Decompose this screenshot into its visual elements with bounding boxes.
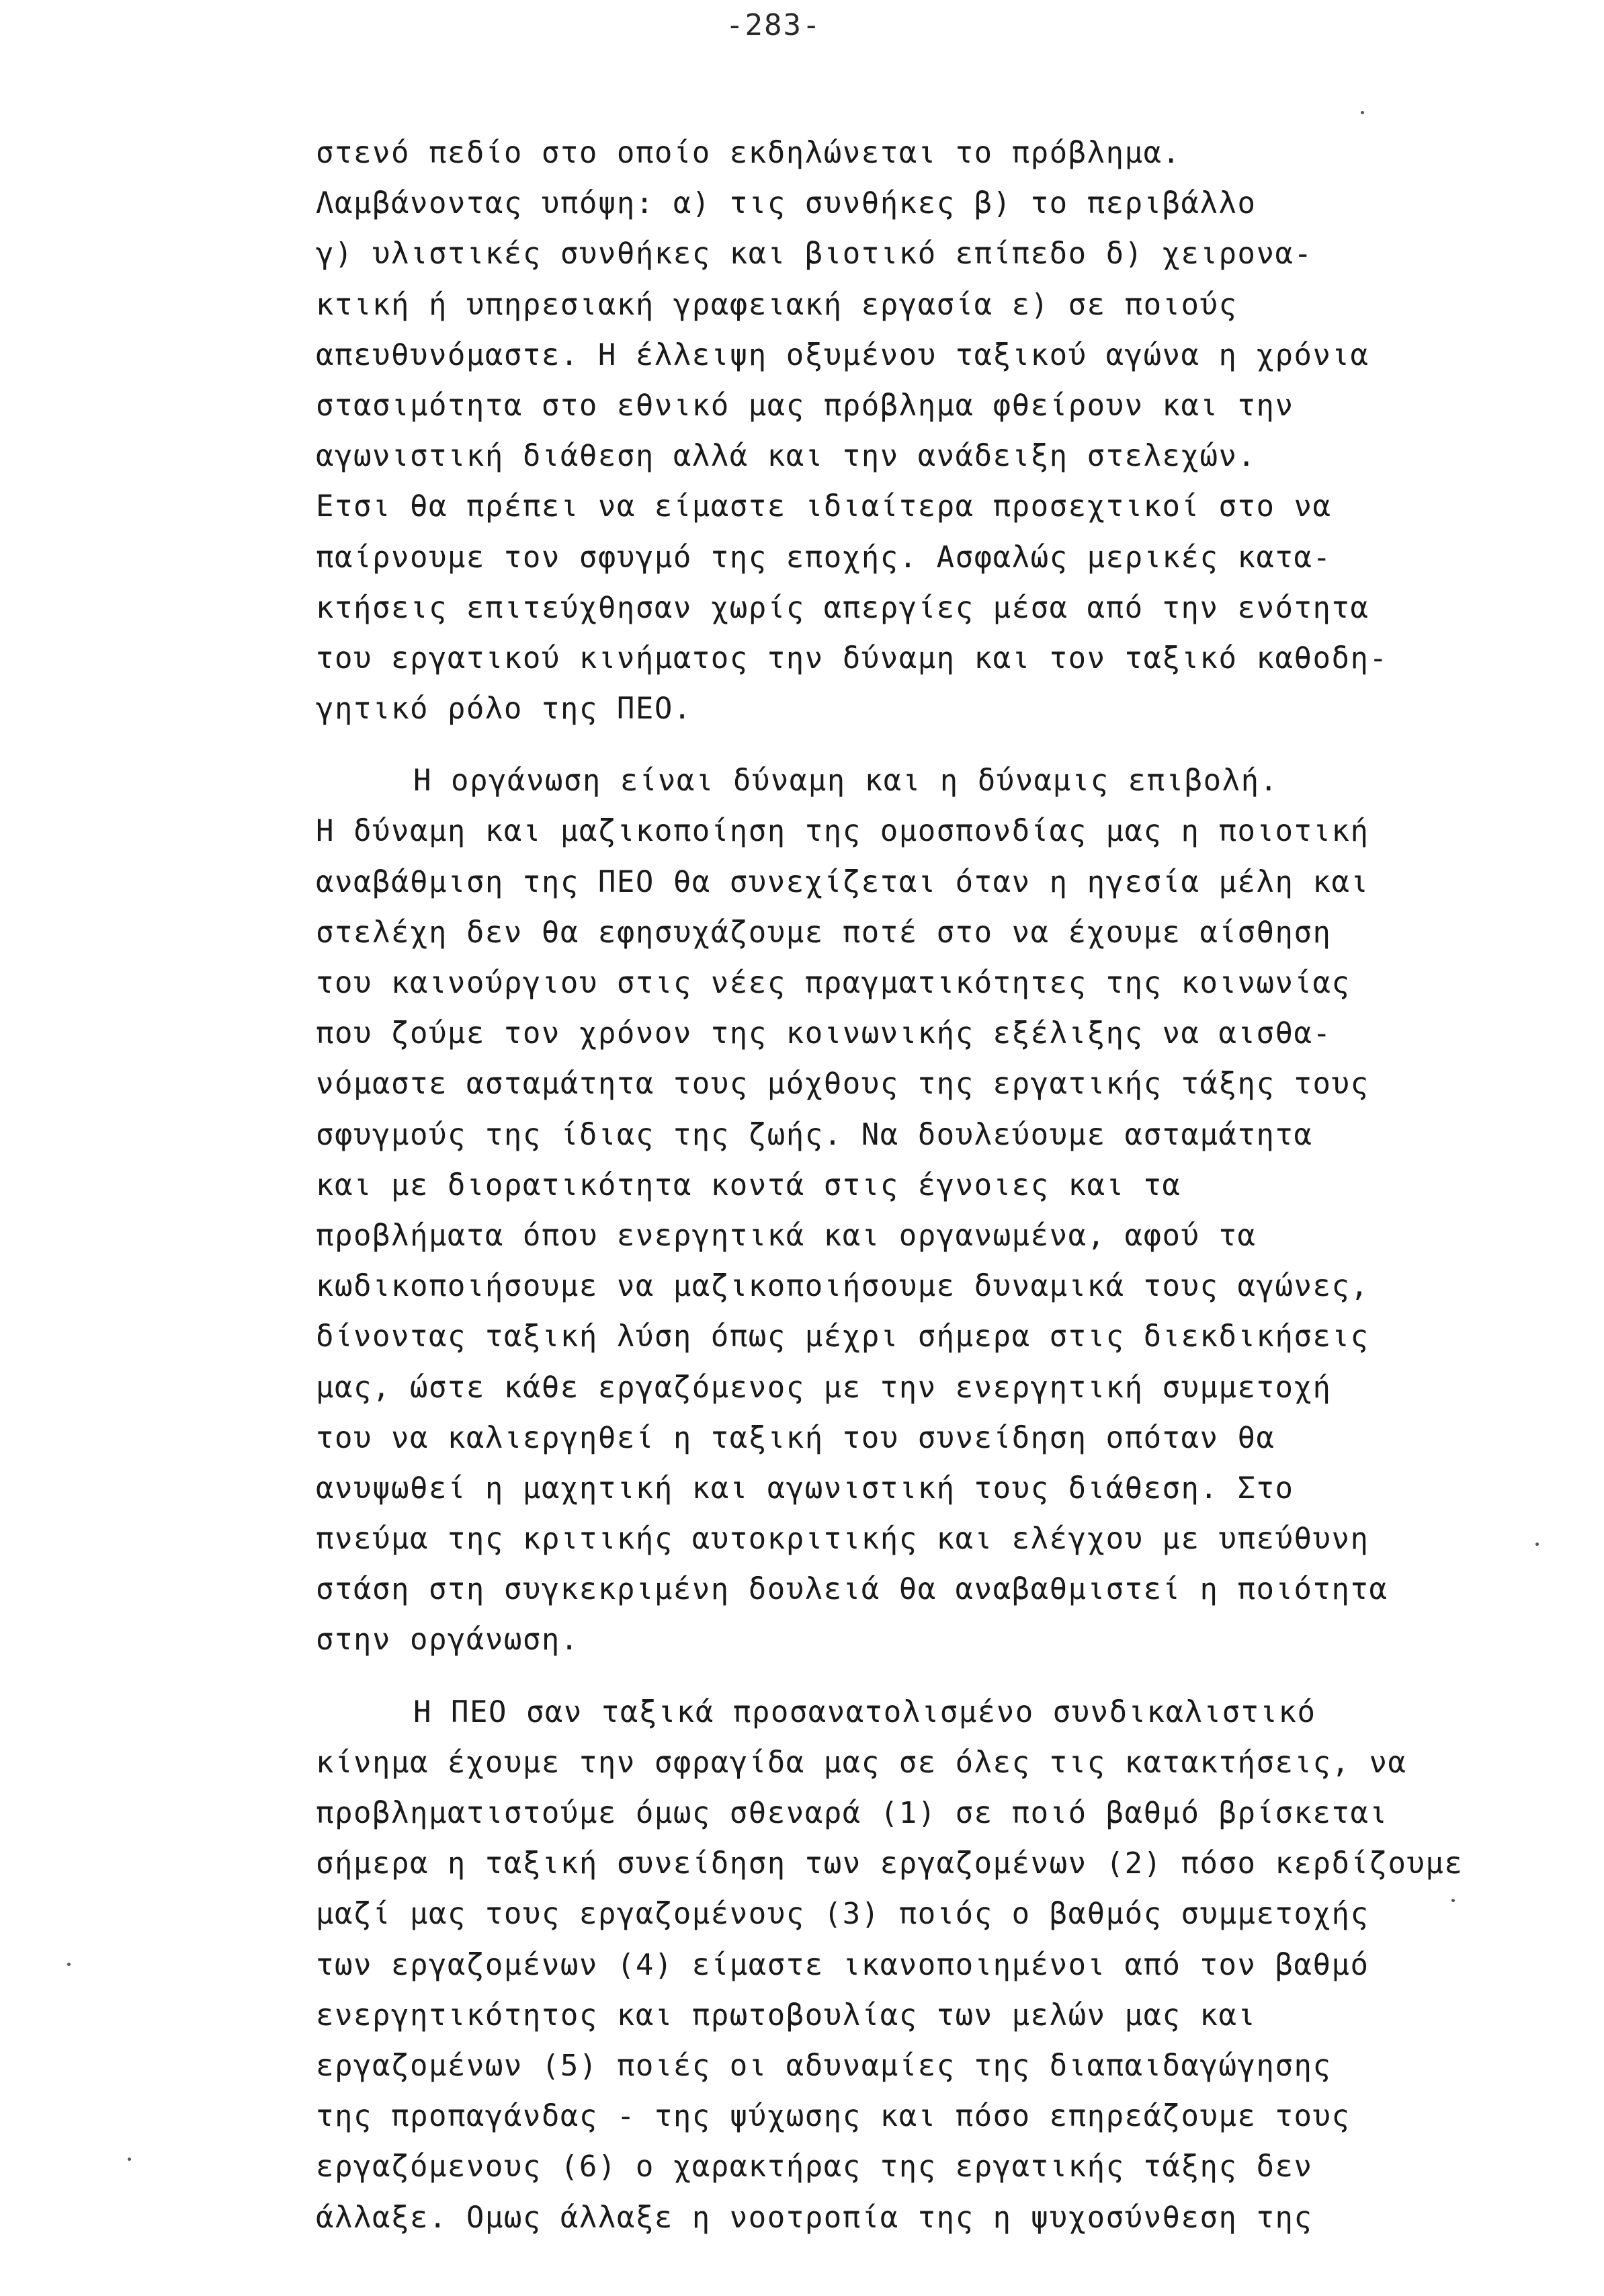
scan-speck bbox=[1451, 1899, 1455, 1902]
text-line: της προπαγάνδας - της ψύχωσης και πόσο επηρεάζουμε τους bbox=[316, 2099, 1351, 2134]
text-line: του καινούργιου στις νέες πραγματικότητες της κοινωνίας bbox=[316, 966, 1351, 1000]
text-line: απευθυνόμαστε. Η έλλειψη οξυμένου ταξικού αγώνα η χρόνια bbox=[316, 337, 1369, 372]
text-line: εργαζομένων (5) ποιές οι αδυναμίες της διαπαιδαγώγησης bbox=[316, 2048, 1332, 2083]
text-line: σήμερα η ταξική συνείδηση των εργαζομένων (2) πόσο κερδίζουμε bbox=[316, 1846, 1464, 1881]
text-line: κτήσεις επιτεύχθησαν χωρίς απεργίες μέσα από την ενότητα bbox=[316, 590, 1369, 625]
body-text bbox=[316, 128, 1559, 2243]
text-line: μας, ώστε κάθε εργαζόμενος με την ενεργητική συμμετοχή bbox=[316, 1370, 1332, 1405]
text-line: παίρνουμε τον σφυγμό της εποχής. Ασφαλώς μερικές κατα- bbox=[316, 540, 1332, 575]
scan-speck bbox=[1535, 1543, 1539, 1546]
text-line: άλλαξε. Ομως άλλαξε η νοοτροπία της η ψυχοσύνθεση της bbox=[316, 2200, 1313, 2235]
text-line: ενεργητικότητος και πρωτοβουλίας των μελών μας και bbox=[316, 1998, 1257, 2033]
page-number: -283- bbox=[726, 8, 822, 42]
text-line: γ) υλιστικές συνθήκες και βιοτικό επίπεδο δ) χειρονα- bbox=[316, 237, 1313, 272]
text-line: του εργατικού κινήματος την δύναμη και τον ταξικό καθοδη- bbox=[316, 641, 1388, 675]
text-line: που ζούμε τον χρόνον της κοινωνικής εξέλιξης να αισθα- bbox=[316, 1016, 1332, 1051]
text-line: Η δύναμη και μαζικοποίηση της ομοσπονδίας μας η ποιοτική bbox=[316, 814, 1369, 849]
text-line: σφυγμούς της ίδιας της ζωής. Να δουλεύουμε ασταμάτητα bbox=[316, 1117, 1313, 1152]
scan-speck bbox=[67, 1963, 71, 1966]
text-line: εργαζόμενους (6) ο χαρακτήρας της εργατικής τάξης δεν bbox=[316, 2149, 1313, 2184]
paragraph-spacer bbox=[316, 1666, 1559, 1687]
text-line: κωδικοποιήσουμε να μαζικοποιήσουμε δυναμικά τους αγώνες, bbox=[316, 1269, 1369, 1304]
scan-speck bbox=[128, 2158, 131, 2161]
scan-speck bbox=[1361, 111, 1364, 114]
paragraph-1 bbox=[316, 128, 1559, 734]
text-line: νόμαστε ασταμάτητα τους μόχθους της εργατικής τάξης τους bbox=[316, 1067, 1369, 1102]
text-line: γητικό ρόλο της ΠΕΟ. bbox=[316, 692, 692, 727]
text-line: Η ΠΕΟ σαν ταξικά προσανατολισμένο συνδικαλιστικό bbox=[413, 1694, 1316, 1729]
text-line: στελέχη δεν θα εφησυχάζουμε ποτέ στο να έχουμε αίσθηση bbox=[316, 915, 1332, 950]
text-line: κτική ή υπηρεσιακή γραφειακή εργασία ε) σε ποιούς bbox=[316, 287, 1238, 322]
text-line: του να καλιεργηθεί η ταξική του συνείδηση οπόταν θα bbox=[316, 1420, 1275, 1455]
text-line: στάση στη συγκεκριμένη δουλειά θα αναβαθμιστεί η ποιότητα bbox=[316, 1572, 1388, 1607]
text-line: των εργαζομένων (4) είμαστε ικανοποιημένοι από τον βαθμό bbox=[316, 1947, 1369, 1982]
text-line: πνεύμα της κριτικής αυτοκριτικής και ελέγχου με υπεύθυνη bbox=[316, 1522, 1369, 1557]
text-line: στην οργάνωση. bbox=[316, 1623, 579, 1657]
paragraph-2 bbox=[316, 755, 1559, 1665]
text-line: κίνημα έχουμε την σφραγίδα μας σε όλες τις κατακτήσεις, να bbox=[316, 1745, 1407, 1780]
text-line: και με διορατικότητα κοντά στις έγνοιες και τα bbox=[316, 1167, 1181, 1202]
text-line: αναβάθμιση της ΠΕΟ θα συνεχίζεται όταν η ηγεσία μέλη και bbox=[316, 864, 1369, 899]
text-line: μαζί μας τους εργαζομένους (3) ποιός ο βαθμός συμμετοχής bbox=[316, 1897, 1369, 1932]
text-line: δίνοντας ταξική λύση όπως μέχρι σήμερα στις διεκδικήσεις bbox=[316, 1319, 1369, 1354]
text-line: ανυψωθεί η μαχητική και αγωνιστική τους διάθεση. Στο bbox=[316, 1471, 1294, 1506]
text-line: προβληματιστούμε όμως σθεναρά (1) σε ποιό βαθμό βρίσκεται bbox=[316, 1796, 1388, 1830]
text-line: στενό πεδίο στο οποίο εκδηλώνεται το πρόβλημα. bbox=[316, 136, 1181, 170]
paragraph-3 bbox=[316, 1687, 1559, 2243]
text-line: προβλήματα όπου ενεργητικά και οργανωμένα, αφού τα bbox=[316, 1218, 1257, 1253]
text-line: Ετσι θα πρέπει να είμαστε ιδιαίτερα προσεχτικοί στο να bbox=[316, 489, 1332, 524]
text-line: Η οργάνωση είναι δύναμη και η δύναμις επιβολή. bbox=[413, 764, 1279, 798]
text-line: στασιμότητα στο εθνικό μας πρόβλημα φθείρουν και την bbox=[316, 388, 1294, 423]
text-line: Λαμβάνοντας υπόψη: α) τις συνθήκες β) το περιβάλλο bbox=[316, 186, 1257, 221]
text-line: αγωνιστική διάθεση αλλά και την ανάδειξη στελεχών. bbox=[316, 439, 1257, 474]
paragraph-spacer bbox=[316, 734, 1559, 755]
